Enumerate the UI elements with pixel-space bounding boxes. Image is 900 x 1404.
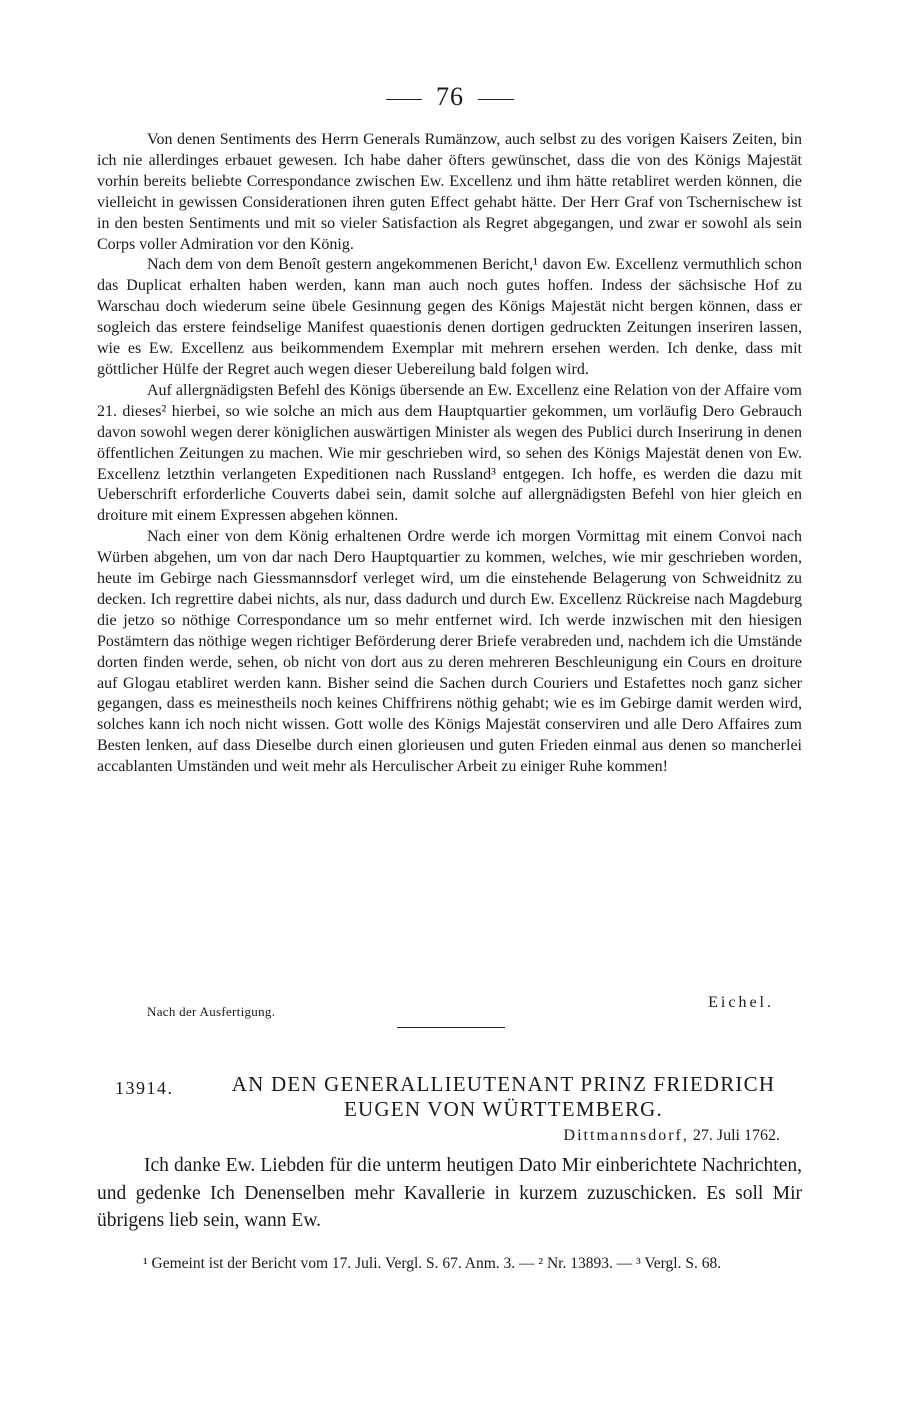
signature: Eichel. — [708, 994, 774, 1011]
section-divider — [397, 1027, 505, 1028]
page-header — [0, 82, 900, 112]
dateline — [564, 1127, 780, 1145]
letter-body — [97, 1152, 802, 1235]
footnotes — [97, 1252, 802, 1275]
letter-title-line: EUGEN VON WÜRTTEMBERG. — [344, 1097, 663, 1121]
paragraph: Von denen Sentiments des Herrn Generals Rumänzow, auch selbst zu des vorigen Kaisers Zeiten, bin ich nie allerdinges erbauet gewesen. Ich habe daher öfters gewünschet, dass die von des Königs Majestät vorhin bereits beliebte Correspondance zwischen Ew. Excellenz und ihm hätte retabliret werden können, die vielleicht in gewissen Considerationen ihren guten Effect gehabt hätte. Der Herr Graf von Tschernischew ist in den besten Sentiments und mit so vieler Satisfaction als Regret abgegangen, und zwar er sowohl als sein Corps voller Admiration vor den König. — [97, 131, 802, 253]
paragraph: Nach dem von dem Benoît gestern angekommenen Bericht,¹ davon Ew. Excellenz vermuthlich schon das Duplicat erhalten haben werden, kann man auch noch gutes hoffen. Indess der sächsische Hof zu Warschau doch wiederum seine übele Gesinnung gegen des Königs Majestät nicht bergen können, dass er sogleich das erstere feindselige Manifest quaestionis denen dortigen gedruckten Zeitungen inseriren lassen, wie es Ew. Excellenz aus beikommendem Exemplar mit mehrern ersehen werden. Ich denke, dass mit göttlicher Hülfe der Regret auch wegen dieser Uebereilung bald folgen wird. — [97, 256, 802, 378]
letter-number: 13914. — [115, 1078, 174, 1098]
letter-continuation-text — [97, 130, 802, 778]
paragraph: Nach einer von dem König erhaltenen Ordre werde ich morgen Vormittag mit einem Convoi nach Würben abgehen, um von dar nach Dero Hauptquartier zu kommen, welches, wie mir geschrieben worden, heute im Gebirge nach Giessmannsdorf verleget wird, um die einstehende Belagerung von Schweidnitz zu decken. Ich regrettire dabei nichts, als nur, dass dadurch und durch Ew. Excellenz Rückreise nach Magdeburg die jetzo so nöthige Correspondance um so mehr entfernet wird. Ich werde inzwischen mit den hiesigen Postämtern das nöthige wegen richtiger Beförderung derer Briefe verabreden und, nachdem ich die Umstände dorten finden werde, sehen, ob nicht von dort aus zu deren mehreren Beschleunigung ein Cours en droiture auf Glogau etabliret werden kann. Bisher seind die Sachen durch Couriers und Estafettes noch ganz sicher gegangen, dass es meinestheils noch keines Chiffrirens nöthig gehabt; wie es im Gebirge damit werden wird, solches kann ich noch nicht wissen. Gott wolle des Königs Majestät conserviren und alle Dero Affaires zum Besten lenken, auf dass Dieselbe durch einen glorieusen und guten Frieden einmal aus denen so mancherlei accablanten Umständen und weit mehr als Herculischer Arbeit zu einiger Ruhe kommen! — [97, 528, 802, 776]
dateline-date: 27. Juli 1762. — [692, 1127, 780, 1144]
dateline-place: Dittmannsdorf, — [563, 1127, 689, 1144]
letter-body-paragraph: Ich danke Ew. Liebden für die unterm heutigen Dato Mir einberichtete Nachrichten, und gedenke Ich Denenselben mehr Kavallerie in kurzem zuzuschicken. Es soll Mir übrigens lieb sein, wann Ew. — [97, 1155, 802, 1231]
signoff — [97, 994, 802, 1020]
header-dash-left — [386, 99, 422, 100]
page-number: 76 — [436, 82, 464, 111]
footnote: ¹ Gemeint ist der Bericht vom 17. Juli. Vergl. S. 67. Anm. 3. — ² Nr. 13893. — ³ Vergl. S. 68. — [143, 1255, 722, 1272]
source-note: Nach der Ausfertigung. — [147, 1004, 276, 1019]
paragraph: Auf allergnädigsten Befehl des Königs übersende an Ew. Excellenz eine Relation von der Affaire vom 21. dieses² hierbei, so wie solche an mich aus dem Hauptquartier gekommen, um vorläufig Dero Gebrauch davon sowohl wegen derer königlichen auswärtigen Minister als wegen des Publici durch Inserirung in denen öffentlichen Zeitungen zu machen. Wie mir geschrieben wird, so sehen des Königs Majestät denen von Ew. Excellenz letzthin verlangeten Expeditionen nach Russland³ entgegen. Ich hoffe, es werden die dazu mit Ueberschrift erforderliche Couverts dabei sein, damit solche auf allergnädigsten Befehl von hier gleich en droiture mit einem Expressen abgehen können. — [97, 381, 802, 525]
letter-title — [205, 1072, 802, 1122]
letter-heading — [97, 1072, 802, 1122]
header-dash-right — [478, 99, 514, 100]
letter-title-line: AN DEN GENERALLIEUTENANT PRINZ FRIEDRICH — [231, 1072, 776, 1096]
